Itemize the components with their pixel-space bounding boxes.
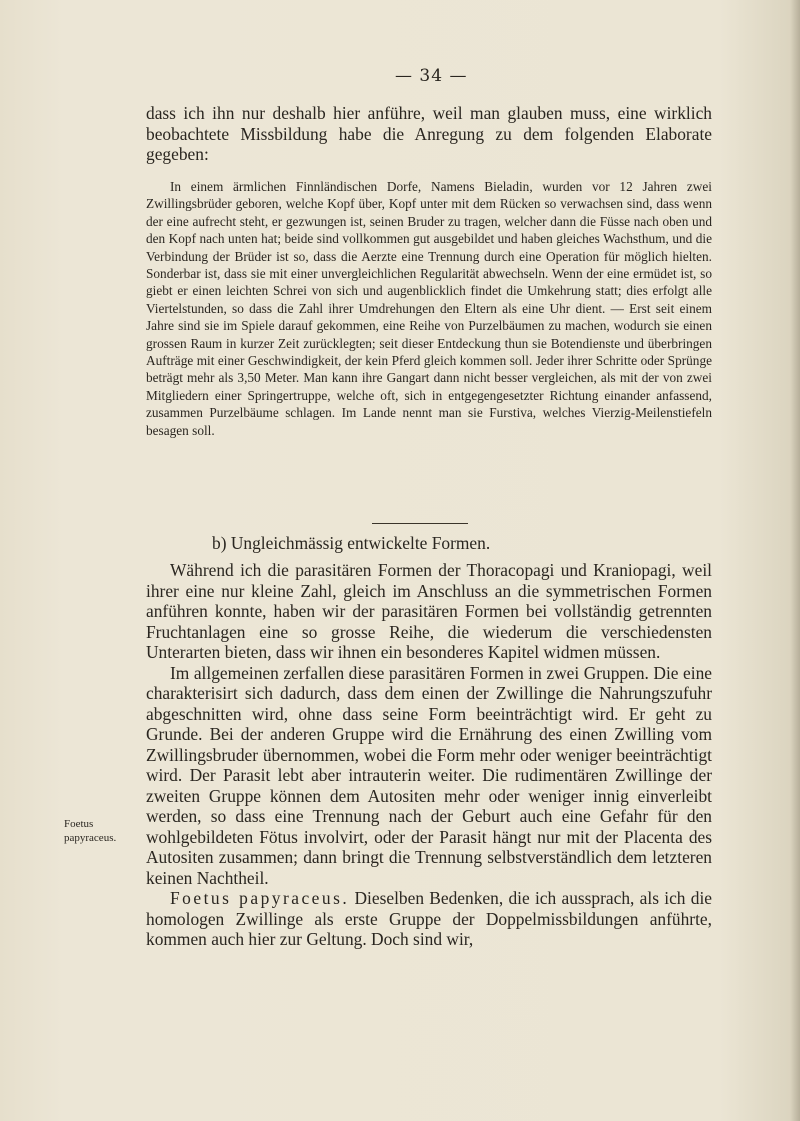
anecdote-block [146,178,712,439]
page-number: — 34 — [395,66,468,86]
paragraph-text: Dieselben Bedenken, die ich aussprach, als ich die homologen Zwillinge als erste Gruppe der Doppelmissbildungen anführte, kommen auch hier zur Geltung. Doch sind wir, [146,888,713,949]
paragraph-foetus-papyraceus [146,888,712,950]
intro-text: dass ich ihn nur deshalb hier anführe, weil man glauben muss, eine wirklich beobachtete Missbildung habe die Anregung zu dem folgenden Elaborate gegeben: [146,103,712,164]
page-edge-shadow [790,0,800,1121]
anecdote-text: In einem ärmlichen Finnländischen Dorfe, Namens Bieladin, wurden vor 12 Jahren zwei Zwillingsbrüder geboren, welche Kopf über, Kopf unter mit dem Rücken so verwachsen sind, dass wenn der eine aufrecht steht, er gezwungen ist, seinen Bruder zu tragen, welcher dann die Füsse nach oben und den Kopf nach unten hat; beide sind vollkommen gut ausgebildet und haben gleiches Wachsthum, und die Verbindung der Brüder ist so, dass die Aerzte eine Trennung durch eine Operation für möglich hielten. Sonderbar ist, dass sie mit einer unvergleichlichen Regularität abwechseln. Wenn der eine ermüdet ist, so giebt er einen leichten Schrei von sich und augenblicklich findet die Umkehrung statt; dies erfolgt alle Viertelstunden, so dass die Zahl ihrer Umdrehungen den Eltern als eine Uhr dient. — Erst seit einem Jahre sind sie im Spiele darauf gekommen, eine Reihe von Purzelbäumen zu machen, wodurch sie einen grossen Raum in kurzer Zeit zurücklegten; seit dieser Entdeckung thun sie Botendienste und überbringen Aufträge mit einer Geschwindigkeit, der kein Pferd gleich kommen soll. Jeder ihrer Schritte oder Sprünge beträgt mehr als 3,50 Meter. Man kann ihre Gangart dann nicht besser vergleichen, als mit der von zwei Mitgliedern einer Springertruppe, welche oft, sich in entgegengesetzter Richtung einander anfassend, zusammen Purzelbäume schlagen. Im Lande nennt man sie Furstiva, welches Vierzig-Meilenstiefeln besagen soll. [146,179,712,438]
section-heading: b) Ungleichmässig entwickelte Formen. [212,533,491,553]
section-divider [372,523,468,524]
paragraph: Während ich die parasitären Formen der Thoracopagi und Kraniopagi, weil ihrer eine nur kleine Zahl, gleich im Anschluss an die symmetrischen Formen anführen konnte, haben wir der parasitären Formen bei vollständig getrennten Fruchtanlagen eine so grosse Reihe, die wiederum die verschiedensten Unterarten bieten, dass wir ihnen ein besonderes Kapitel widmen müssen. [146,560,712,662]
intro-paragraph [146,103,712,165]
section-body [146,560,712,950]
paragraph: Im allgemeinen zerfallen diese parasitären Formen in zwei Gruppen. Die eine charakterisirt sich dadurch, dass dem einen der Zwillinge die Nahrungszufuhr abgeschnitten wird, ohne dass seine Form beeinträchtigt wird. Er geht zu Grunde. Bei der anderen Gruppe wird die Ernährung des einen Zwilling vom Zwillingsbruder übernommen, wobei die Form mehr oder weniger beeinträchtigt wird. Der Parasit lebt aber intrauterin weiter. Die rudimentären Zwillinge der zweiten Gruppe können dem Autositen mehr oder weniger innig einverleibt werden, so dass eine Trennung nach der Geburt auch eine Gefahr für den wohlgebildeten Fötus involvirt, oder der Parasit hängt nur mit der Placenta des Autositen zusammen; dann bringt die Trennung selbstverständlich dem letzteren keinen Nachtheil. [146,662,712,888]
margin-note: Foetus papyraceus. [64,818,117,844]
spaced-term: Foetus papyraceus. [170,888,350,908]
